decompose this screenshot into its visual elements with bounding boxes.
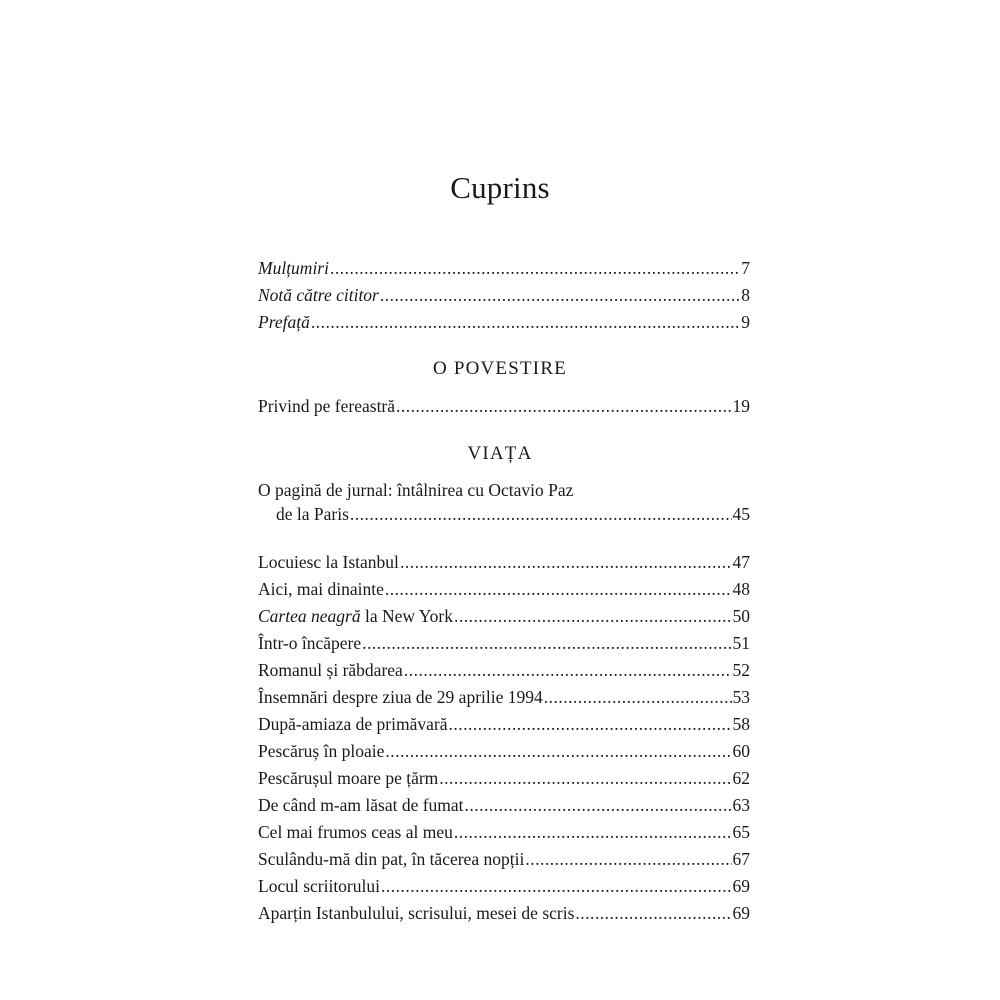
toc-page-number: 45 bbox=[732, 504, 750, 524]
toc-entry-aici bbox=[258, 577, 750, 601]
toc-entry-locuiesc bbox=[258, 550, 750, 574]
toc-entry-de-cand bbox=[258, 793, 750, 817]
toc-page-number: 58 bbox=[732, 714, 750, 734]
toc-page-number: 67 bbox=[732, 849, 750, 869]
toc-page-number: 51 bbox=[732, 633, 750, 653]
dot-leader bbox=[350, 502, 732, 526]
toc-entry-apartin bbox=[258, 901, 750, 925]
dot-leader bbox=[525, 847, 731, 871]
toc-entry-pescarusul-moare bbox=[258, 766, 750, 790]
dot-leader bbox=[454, 604, 732, 628]
dot-leader bbox=[404, 658, 732, 682]
toc-entry-title: Sculându-mă din pat, în tăcerea nopții bbox=[258, 849, 525, 869]
dot-leader bbox=[448, 712, 731, 736]
dot-leader bbox=[362, 631, 731, 655]
toc-page-number: 63 bbox=[732, 795, 750, 815]
toc-entry-title-line1: O pagină de jurnal: întâlnirea cu Octavio Paz bbox=[258, 480, 574, 500]
dot-leader bbox=[400, 550, 732, 574]
section-heading-viata: VIAȚA bbox=[467, 443, 533, 464]
toc-page-number: 65 bbox=[732, 822, 750, 842]
toc-entry-title: Cel mai frumos ceas al meu bbox=[258, 822, 453, 842]
toc-entry-prefata bbox=[258, 310, 750, 334]
toc-page-number: 50 bbox=[732, 606, 750, 626]
dot-leader bbox=[454, 820, 732, 844]
dot-leader bbox=[575, 901, 731, 925]
dot-leader bbox=[380, 283, 740, 307]
page-title: Cuprins bbox=[450, 170, 550, 205]
dot-leader bbox=[439, 766, 731, 790]
toc-entry-title bbox=[258, 604, 453, 628]
section-heading-o-povestire: O POVESTIRE bbox=[432, 358, 568, 379]
dot-leader bbox=[311, 310, 740, 334]
dot-leader bbox=[385, 577, 732, 601]
toc-page-number: 69 bbox=[732, 903, 750, 923]
toc-entry-title: Locul scriitorului bbox=[258, 876, 380, 896]
toc-entry-title: Prefață bbox=[258, 312, 310, 332]
dot-leader bbox=[381, 874, 732, 898]
dot-leader bbox=[396, 394, 731, 418]
toc-entry-locul-scriitorului bbox=[258, 874, 750, 898]
toc-entry-title: Pescăruș în ploaie bbox=[258, 741, 385, 761]
toc-page-number: 47 bbox=[732, 552, 750, 572]
toc-entry-intr-o-incapere bbox=[258, 631, 750, 655]
toc-entry-title: Notă către cititor bbox=[258, 285, 379, 305]
toc-entry-title-line2: de la Paris bbox=[276, 504, 349, 524]
toc-page-number: 7 bbox=[741, 258, 750, 278]
dot-leader bbox=[330, 256, 740, 280]
toc-entry-title: Aici, mai dinainte bbox=[258, 579, 384, 599]
toc-entry-title: Locuiesc la Istanbul bbox=[258, 552, 399, 572]
toc-entry-title-rest: la New York bbox=[360, 606, 453, 626]
toc-entry-cel-mai-frumos bbox=[258, 820, 750, 844]
toc-entry-nota bbox=[258, 283, 750, 307]
toc-entry-title: Mulțumiri bbox=[258, 258, 329, 278]
toc-page-number: 8 bbox=[741, 285, 750, 305]
toc-entry-pescarus-in-ploaie bbox=[258, 739, 750, 763]
toc-page-number: 53 bbox=[732, 687, 750, 707]
toc-page-number: 62 bbox=[732, 768, 750, 788]
toc-entry-title: Privind pe fereastră bbox=[258, 396, 396, 416]
toc-entry-title: De când m-am lăsat de fumat bbox=[258, 795, 464, 815]
toc-entry-title: Pescărușul moare pe țărm bbox=[258, 768, 439, 788]
toc-entry-title-italic: Cartea neagră bbox=[258, 606, 361, 626]
toc-entry-title: Aparțin Istanbulului, scrisului, mesei de scris bbox=[258, 903, 575, 923]
toc-entry-title: Într-o încăpere bbox=[258, 633, 362, 653]
dot-leader bbox=[544, 685, 732, 709]
toc-entry-sculandu-ma bbox=[258, 847, 750, 871]
toc-page-number: 52 bbox=[732, 660, 750, 680]
toc-page-number: 9 bbox=[741, 312, 750, 332]
toc-entry-dupa-amiaza bbox=[258, 712, 750, 736]
toc-entry-multumiri bbox=[258, 256, 750, 280]
dot-leader bbox=[465, 793, 732, 817]
toc-entry-title: Romanul și răbdarea bbox=[258, 660, 403, 680]
toc-entry-insemnari bbox=[258, 685, 750, 709]
toc-page-number: 60 bbox=[732, 741, 750, 761]
toc-page-number: 48 bbox=[732, 579, 750, 599]
toc-page-number: 19 bbox=[732, 396, 750, 416]
toc-entry-title: După-amiaza de primăvară bbox=[258, 714, 448, 734]
dot-leader bbox=[385, 739, 731, 763]
toc-page-number: 69 bbox=[732, 876, 750, 896]
toc-entry-privind bbox=[258, 394, 750, 418]
toc-entry-cartea-neagra bbox=[258, 604, 750, 628]
toc-entry-pagina-de-jurnal bbox=[258, 478, 750, 526]
toc-entry-romanul bbox=[258, 658, 750, 682]
toc-entry-title: Însemnări despre ziua de 29 aprilie 1994 bbox=[258, 687, 543, 707]
